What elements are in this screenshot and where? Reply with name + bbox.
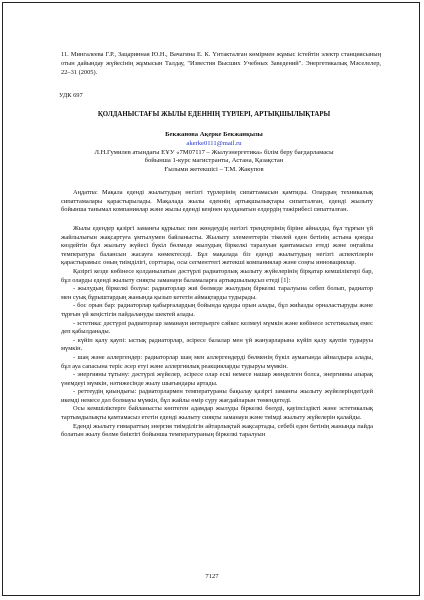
author-affiliation-line2: бойынша 1-курс магистранты, Астана, Қазақстан <box>144 157 284 165</box>
body-paragraph: Еденді жылыту ғимараттың энергия тиімділігін айтарлықтай жақсартады, себебі еден бетінің жанында пайда болатын жылу бөлме биіктігі бойынша температураның біркелкі таралуын <box>61 422 373 439</box>
author-email[interactable]: akerke0111@mail.ru <box>186 139 242 147</box>
body-paragraph: - күйіп қалу қаупі: ыстық радиаторлар, әсіресе балалар мен үй жануарларына күйіп қалу қаупін тудыруы мүмкін. <box>61 336 373 353</box>
body-paragraph: - бос орын бар: радиаторлар қабырғалардың бойында құнды орын алады, бұл жиһазды орналастыруды және тұрғын үй кеңістігін пайдалануды шектей алады. <box>61 302 373 318</box>
page-number: 7127 <box>205 573 219 580</box>
body-paragraph: Жылы едендер қазіргі заманғы құрылыс пен жөндеудің негізгі трендтерінің біріне айналды, бұл тұрғын үй жайлылығын жақсартуға ұмтылумен байланысты. Жылыту элементтерін тікелей еден бетінің астына қоюды көздейтін бұл жылыту жүйесі бүкіл бөлмеде жылудың біркелкі таралуын қамтамасыз етеді және оңтайлы температура балансын жасауға көмектеседі. Бұл мақалада біз еденді жылытудың негізгі аспектілерін қарастырамыз: оның тиімділігі, сорттары, осы сегменттегі жетекші компаниялар және соңғы инновациялар. <box>61 225 373 267</box>
author-affiliation-line1: Л.Н.Гумилев атындағы ЕҰУ «7М07117 – Жылуэнергетика» білім беру бағдарламасы <box>94 148 334 156</box>
author-name: Бекжанова Ақерке Бекжанқызы <box>165 131 263 138</box>
body-paragraph: Осы кемшіліктерге байланысты көптеген адамдар жылуды біркелкі бөлуді, қауіпсіздікті және эстетикалық тартымдылықты қамтамасыз ететін еденді жылыту сияқты заманауи және тиімді жылыту жүйелерін қалайды. <box>61 405 373 422</box>
body-paragraph: - эстетика: дәстүрлі радиаторлар заманауи интерьерге сәйкес келмеуі мүмкін және көбінесе эстетикалық емес деп қабылданады. <box>61 319 373 336</box>
body-paragraph: - жылудың біркелкі болуы: радиаторлар жиі бөлмеде жылудың біркелкі таралуына себеп болып, радиатор мен суық бұрыштардың жанында қызып кететін аймақтарды тудырады. <box>61 285 373 301</box>
body-paragraph: - реттеудің қиындығы: радиаторлармен температураны бақылау қазіргі заманғы жылыту жүйелеріндегідей икемді немесе дәл болмауы мүмкін, бұл жайлы өмір сүру жағдайларын төмендетеді. <box>61 388 373 404</box>
document-page <box>2 2 420 596</box>
author-block <box>59 131 369 175</box>
article-body <box>61 225 373 440</box>
body-paragraph: - энергияны тұтыну: дәстүрлі жүйелер, әсіресе олар ескі немесе нашар жөнделген болса, энергияны азырақ үнемдеуі мүмкін, нәтижесінде жылу шығындары артады. <box>61 371 373 387</box>
article-title: ҚОЛДАНЫСТАҒЫ ЖЫЛЫ ЕДЕННІҢ ТҮРЛЕРІ, АРТЫҚШЫЛЫҚТАРЫ <box>97 111 331 118</box>
abstract: Аңдатпа: Мақала еденді жылытудың негізгі түрлерінің сипаттамасын қамтиды. Олардың техникалық сипаттамалары қарастырылады. Мақалада жылы еденнің артықшылықтары сипатталған, еденді жылыту бойынша танымал компаниялар және жылы еденді кеңінен қолданатын елдердің тәжірибесі сипатталған. <box>61 189 373 214</box>
body-paragraph: Қазіргі кезде көбінесе қолданылатын дәстүрлі радиаторлық жылыту жүйелерінің бірқатар кемшіліктері бар, бұл оларды еденді жылыту сияқты заманауи баламаларға артықшылықсыз етеді [1]: <box>61 267 373 284</box>
udk-code: УДК 697 <box>59 92 83 99</box>
supervisor-line: Ғылыми жетекшісі – Т.М. Жакупов <box>164 166 264 174</box>
reference-11: 11. Мингалеева Г.Р., Зацаринная Ю.Н., Вачагина Е. К. Үнтакталған көмірмен жұмыс істейтін электр станциясының отын дайындау жүйесінің жұмысын Талдау, "Известия Высших Учебных Заведений". Энергетикалық Мәселелер, 22–31 (2005). <box>61 51 381 76</box>
body-paragraph: - шаң және аллергендер: радиаторлар шаң мен аллергендерді бөлменің бүкіл аумағында айналдыра алады, бұл ауа сапасына теріс әсер етуі және аллергиялық реакцияларды тудыруы мүмкін. <box>61 353 373 370</box>
